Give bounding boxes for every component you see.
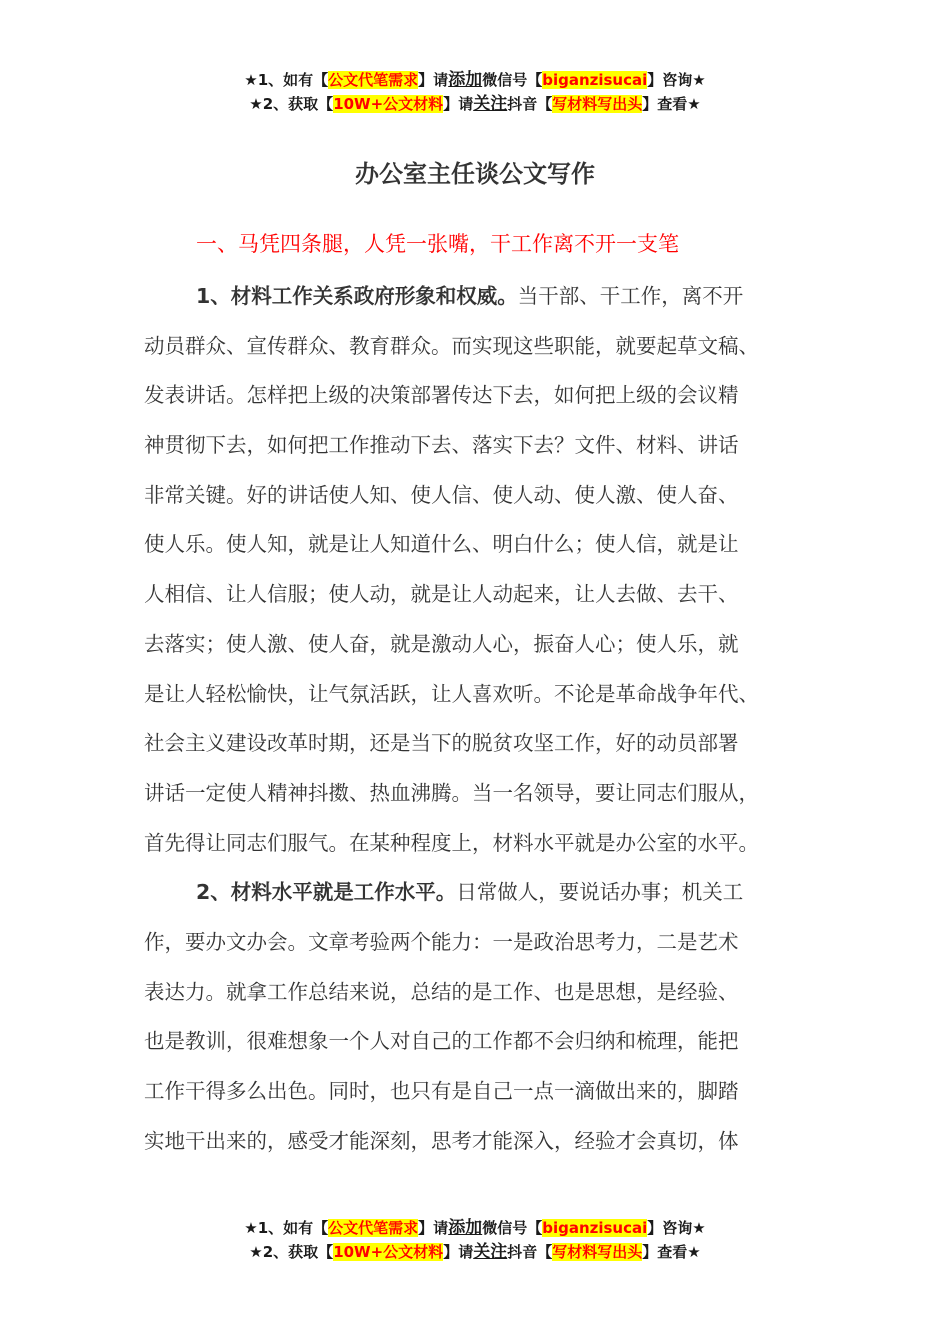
banner-highlight: 10W+公文材料 xyxy=(333,95,444,113)
paragraph-first-line xyxy=(144,868,824,918)
document-title: 办公室主任谈公文写作 xyxy=(355,160,595,188)
banner-highlight: 公文代笔需求 xyxy=(328,71,419,89)
banner-emphasis: 添加 xyxy=(448,70,483,90)
banner-text: 】请 xyxy=(418,1219,449,1237)
banner-highlight: 写材料写出头 xyxy=(552,1243,643,1261)
paragraph-line: 去落实；使人激、使人奋，就是激动人心，振奋人心；使人乐，就 xyxy=(144,631,739,656)
paragraph-line: 社会主义建设改革时期，还是当下的脱贫攻坚工作，好的动员部署 xyxy=(144,731,739,756)
banner-text: 抖音【 xyxy=(507,95,553,113)
paragraph-line: 人相信、让人信服；使人动，就是让人动起来，让人去做、去干、 xyxy=(144,582,739,607)
banner-text: ★1、如有【 xyxy=(244,71,329,89)
banner-line-2 xyxy=(0,92,950,116)
banner-highlight: 公文代笔需求 xyxy=(328,1219,419,1237)
banner-text: 】咨询★ xyxy=(647,71,706,89)
section-heading: 一、马凭四条腿，人凭一张嘴，干工作离不开一支笔 xyxy=(196,232,679,256)
paragraph-lead: 1、材料工作关系政府形象和权威。 xyxy=(196,284,518,308)
paragraph-line: 发表讲话。怎样把上级的决策部署传达下去，如何把上级的会议精 xyxy=(144,383,739,408)
banner-text: 】咨询★ xyxy=(647,1219,706,1237)
top-banner xyxy=(0,68,950,116)
banner-highlight: 10W+公文材料 xyxy=(333,1243,444,1261)
paragraph-line: 也是教训，很难想象一个人对自己的工作都不会归纳和梳理，能把 xyxy=(144,1029,739,1054)
paragraph-text: 日常做人，要说话办事；机关工 xyxy=(456,880,744,905)
paragraph-line: 作，要办文办会。文章考验两个能力：一是政治思考力，二是艺术 xyxy=(144,929,739,954)
paragraph-line: 动员群众、宣传群众、教育群众。而实现这些职能，就要起草文稿、 xyxy=(144,333,759,358)
banner-highlight: 写材料写出头 xyxy=(552,95,643,113)
banner-text: 】请 xyxy=(418,71,449,89)
paragraph-line: 神贯彻下去，如何把工作推动下去、落实下去？文件、材料、讲话 xyxy=(144,433,739,458)
banner-text: 】查看★ xyxy=(642,1243,701,1261)
banner-line-2 xyxy=(0,1240,950,1264)
paragraph-first-line xyxy=(144,272,824,322)
banner-text: 微信号【 xyxy=(482,71,543,89)
document-body xyxy=(144,272,824,1166)
banner-text: 微信号【 xyxy=(482,1219,543,1237)
banner-text: ★2、获取【 xyxy=(249,1243,334,1261)
paragraph-line: 实地干出来的，感受才能深刻，思考才能深入，经验才会真切，体 xyxy=(144,1128,739,1153)
paragraph-line: 讲话一定使人精神抖擞、热血沸腾。当一名领导，要让同志们服从， xyxy=(144,780,759,805)
banner-text: ★2、获取【 xyxy=(249,95,334,113)
paragraph-line: 非常关键。好的讲话使人知、使人信、使人动、使人激、使人奋、 xyxy=(144,482,739,507)
banner-emphasis: 关注 xyxy=(473,94,508,114)
banner-text: 】请 xyxy=(443,1243,474,1261)
banner-emphasis: 添加 xyxy=(448,1218,483,1238)
banner-line-1 xyxy=(0,1216,950,1240)
bottom-banner xyxy=(0,1216,950,1264)
paragraph-text: 当干部、干工作，离不开 xyxy=(517,284,744,308)
paragraph-line: 使人乐。使人知，就是让人知道什么、明白什么；使人信，就是让 xyxy=(144,532,739,557)
banner-highlight: biganzisucai xyxy=(542,1219,648,1237)
banner-line-1 xyxy=(0,68,950,92)
banner-text: 】查看★ xyxy=(642,95,701,113)
banner-text: 】请 xyxy=(443,95,474,113)
paragraph-line: 首先得让同志们服气。在某种程度上，材料水平就是办公室的水平。 xyxy=(144,830,759,855)
banner-emphasis: 关注 xyxy=(473,1242,508,1262)
banner-text: ★1、如有【 xyxy=(244,1219,329,1237)
paragraph-line: 工作干得多么出色。同时，也只有是自己一点一滴做出来的，脚踏 xyxy=(144,1079,739,1103)
banner-highlight: biganzisucai xyxy=(542,71,648,89)
banner-text: 抖音【 xyxy=(507,1243,553,1261)
paragraph-line: 表达力。就拿工作总结来说，总结的是工作、也是思想，是经验、 xyxy=(144,979,739,1004)
paragraph-line: 是让人轻松愉快，让气氛活跃，让人喜欢听。不论是革命战争年代、 xyxy=(144,681,759,706)
paragraph-lead: 2、材料水平就是工作水平。 xyxy=(196,880,457,905)
